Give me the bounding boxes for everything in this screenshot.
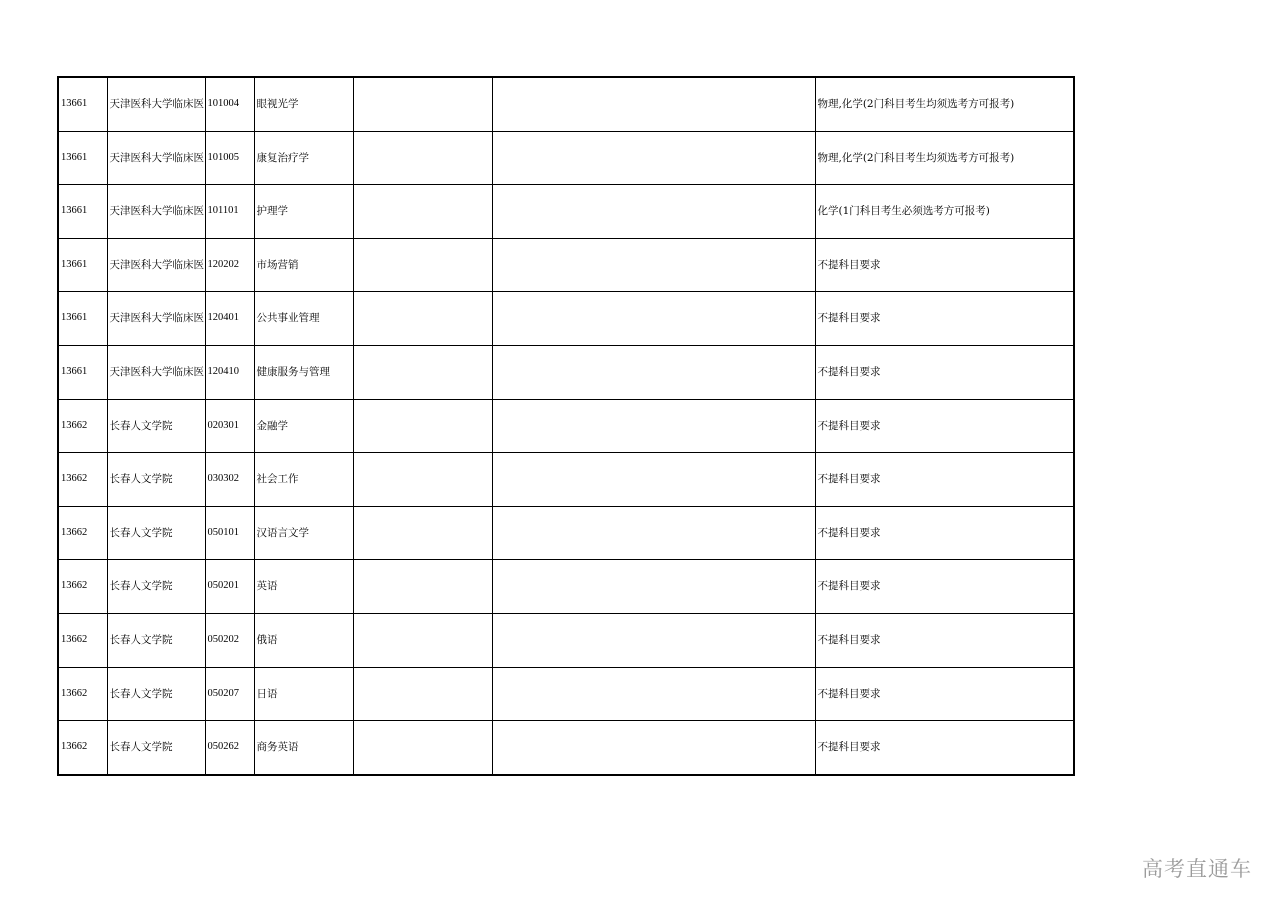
institution-code-cell: 13662 [58,721,107,775]
empty-cell [492,77,815,131]
subject-requirement-cell: 不提科目要求 [815,613,1074,667]
empty-cell [353,345,492,399]
empty-cell [492,560,815,614]
major-code-cell: 101005 [205,131,254,185]
major-name-cell: 公共事业管理 [254,292,353,346]
major-name-cell: 英语 [254,560,353,614]
empty-cell [492,506,815,560]
subject-requirement-cell: 不提科目要求 [815,506,1074,560]
institution-name-cell: 天津医科大学临床医 [107,238,205,292]
empty-cell [492,345,815,399]
table-row [58,292,1074,346]
empty-cell [353,453,492,507]
empty-cell [492,238,815,292]
empty-cell [353,721,492,775]
table-row [58,238,1074,292]
major-code-cell: 050201 [205,560,254,614]
subject-requirement-cell: 不提科目要求 [815,721,1074,775]
major-code-cell: 120410 [205,345,254,399]
institution-name-cell: 天津医科大学临床医 [107,131,205,185]
major-name-cell: 健康服务与管理 [254,345,353,399]
major-code-cell: 101101 [205,185,254,239]
major-code-cell: 030302 [205,453,254,507]
empty-cell [492,399,815,453]
empty-cell [353,560,492,614]
subject-requirements-table-container [57,76,1075,776]
major-code-cell: 120202 [205,238,254,292]
institution-name-cell: 长春人文学院 [107,453,205,507]
subject-requirement-cell: 不提科目要求 [815,560,1074,614]
empty-cell [353,667,492,721]
table-row [58,506,1074,560]
subject-requirement-cell: 物理,化学(2门科目考生均须选考方可报考) [815,131,1074,185]
major-code-cell: 050207 [205,667,254,721]
table-row [58,560,1074,614]
table-row [58,77,1074,131]
institution-name-cell: 长春人文学院 [107,506,205,560]
subject-requirement-cell: 不提科目要求 [815,292,1074,346]
institution-code-cell: 13661 [58,185,107,239]
watermark-logo-text: 高考直通车 [1142,857,1252,881]
table-body [58,77,1074,775]
table-row [58,345,1074,399]
subject-requirement-cell: 不提科目要求 [815,399,1074,453]
subject-requirements-table [57,76,1075,776]
major-name-cell: 康复治疗学 [254,131,353,185]
institution-code-cell: 13662 [58,560,107,614]
table-row [58,667,1074,721]
empty-cell [353,399,492,453]
empty-cell [353,238,492,292]
major-name-cell: 金融学 [254,399,353,453]
empty-cell [492,131,815,185]
institution-code-cell: 13662 [58,453,107,507]
table-row [58,613,1074,667]
institution-name-cell: 长春人文学院 [107,399,205,453]
major-name-cell: 日语 [254,667,353,721]
subject-requirement-cell: 物理,化学(2门科目考生均须选考方可报考) [815,77,1074,131]
institution-code-cell: 13662 [58,506,107,560]
empty-cell [353,131,492,185]
subject-requirement-cell: 不提科目要求 [815,345,1074,399]
major-code-cell: 050101 [205,506,254,560]
empty-cell [353,77,492,131]
empty-cell [353,506,492,560]
institution-name-cell: 长春人文学院 [107,667,205,721]
table-row [58,721,1074,775]
institution-name-cell: 天津医科大学临床医 [107,345,205,399]
institution-name-cell: 长春人文学院 [107,721,205,775]
table-row [58,453,1074,507]
major-code-cell: 101004 [205,77,254,131]
major-name-cell: 眼视光学 [254,77,353,131]
subject-requirement-cell: 不提科目要求 [815,238,1074,292]
institution-code-cell: 13661 [58,292,107,346]
empty-cell [492,453,815,507]
empty-cell [492,667,815,721]
table-row [58,131,1074,185]
table-row [58,185,1074,239]
empty-cell [492,721,815,775]
institution-name-cell: 天津医科大学临床医 [107,77,205,131]
institution-code-cell: 13661 [58,238,107,292]
empty-cell [353,185,492,239]
empty-cell [492,292,815,346]
institution-code-cell: 13662 [58,613,107,667]
major-name-cell: 俄语 [254,613,353,667]
institution-code-cell: 13661 [58,77,107,131]
empty-cell [492,185,815,239]
major-code-cell: 020301 [205,399,254,453]
institution-name-cell: 天津医科大学临床医 [107,185,205,239]
table-row [58,399,1074,453]
empty-cell [353,613,492,667]
institution-code-cell: 13661 [58,345,107,399]
major-code-cell: 050262 [205,721,254,775]
major-code-cell: 050202 [205,613,254,667]
empty-cell [492,613,815,667]
subject-requirement-cell: 化学(1门科目考生必须选考方可报考) [815,185,1074,239]
institution-code-cell: 13662 [58,667,107,721]
institution-name-cell: 长春人文学院 [107,560,205,614]
major-name-cell: 汉语言文学 [254,506,353,560]
major-code-cell: 120401 [205,292,254,346]
major-name-cell: 市场营销 [254,238,353,292]
institution-code-cell: 13661 [58,131,107,185]
institution-code-cell: 13662 [58,399,107,453]
major-name-cell: 社会工作 [254,453,353,507]
institution-name-cell: 天津医科大学临床医 [107,292,205,346]
empty-cell [353,292,492,346]
subject-requirement-cell: 不提科目要求 [815,667,1074,721]
major-name-cell: 商务英语 [254,721,353,775]
subject-requirement-cell: 不提科目要求 [815,453,1074,507]
institution-name-cell: 长春人文学院 [107,613,205,667]
major-name-cell: 护理学 [254,185,353,239]
